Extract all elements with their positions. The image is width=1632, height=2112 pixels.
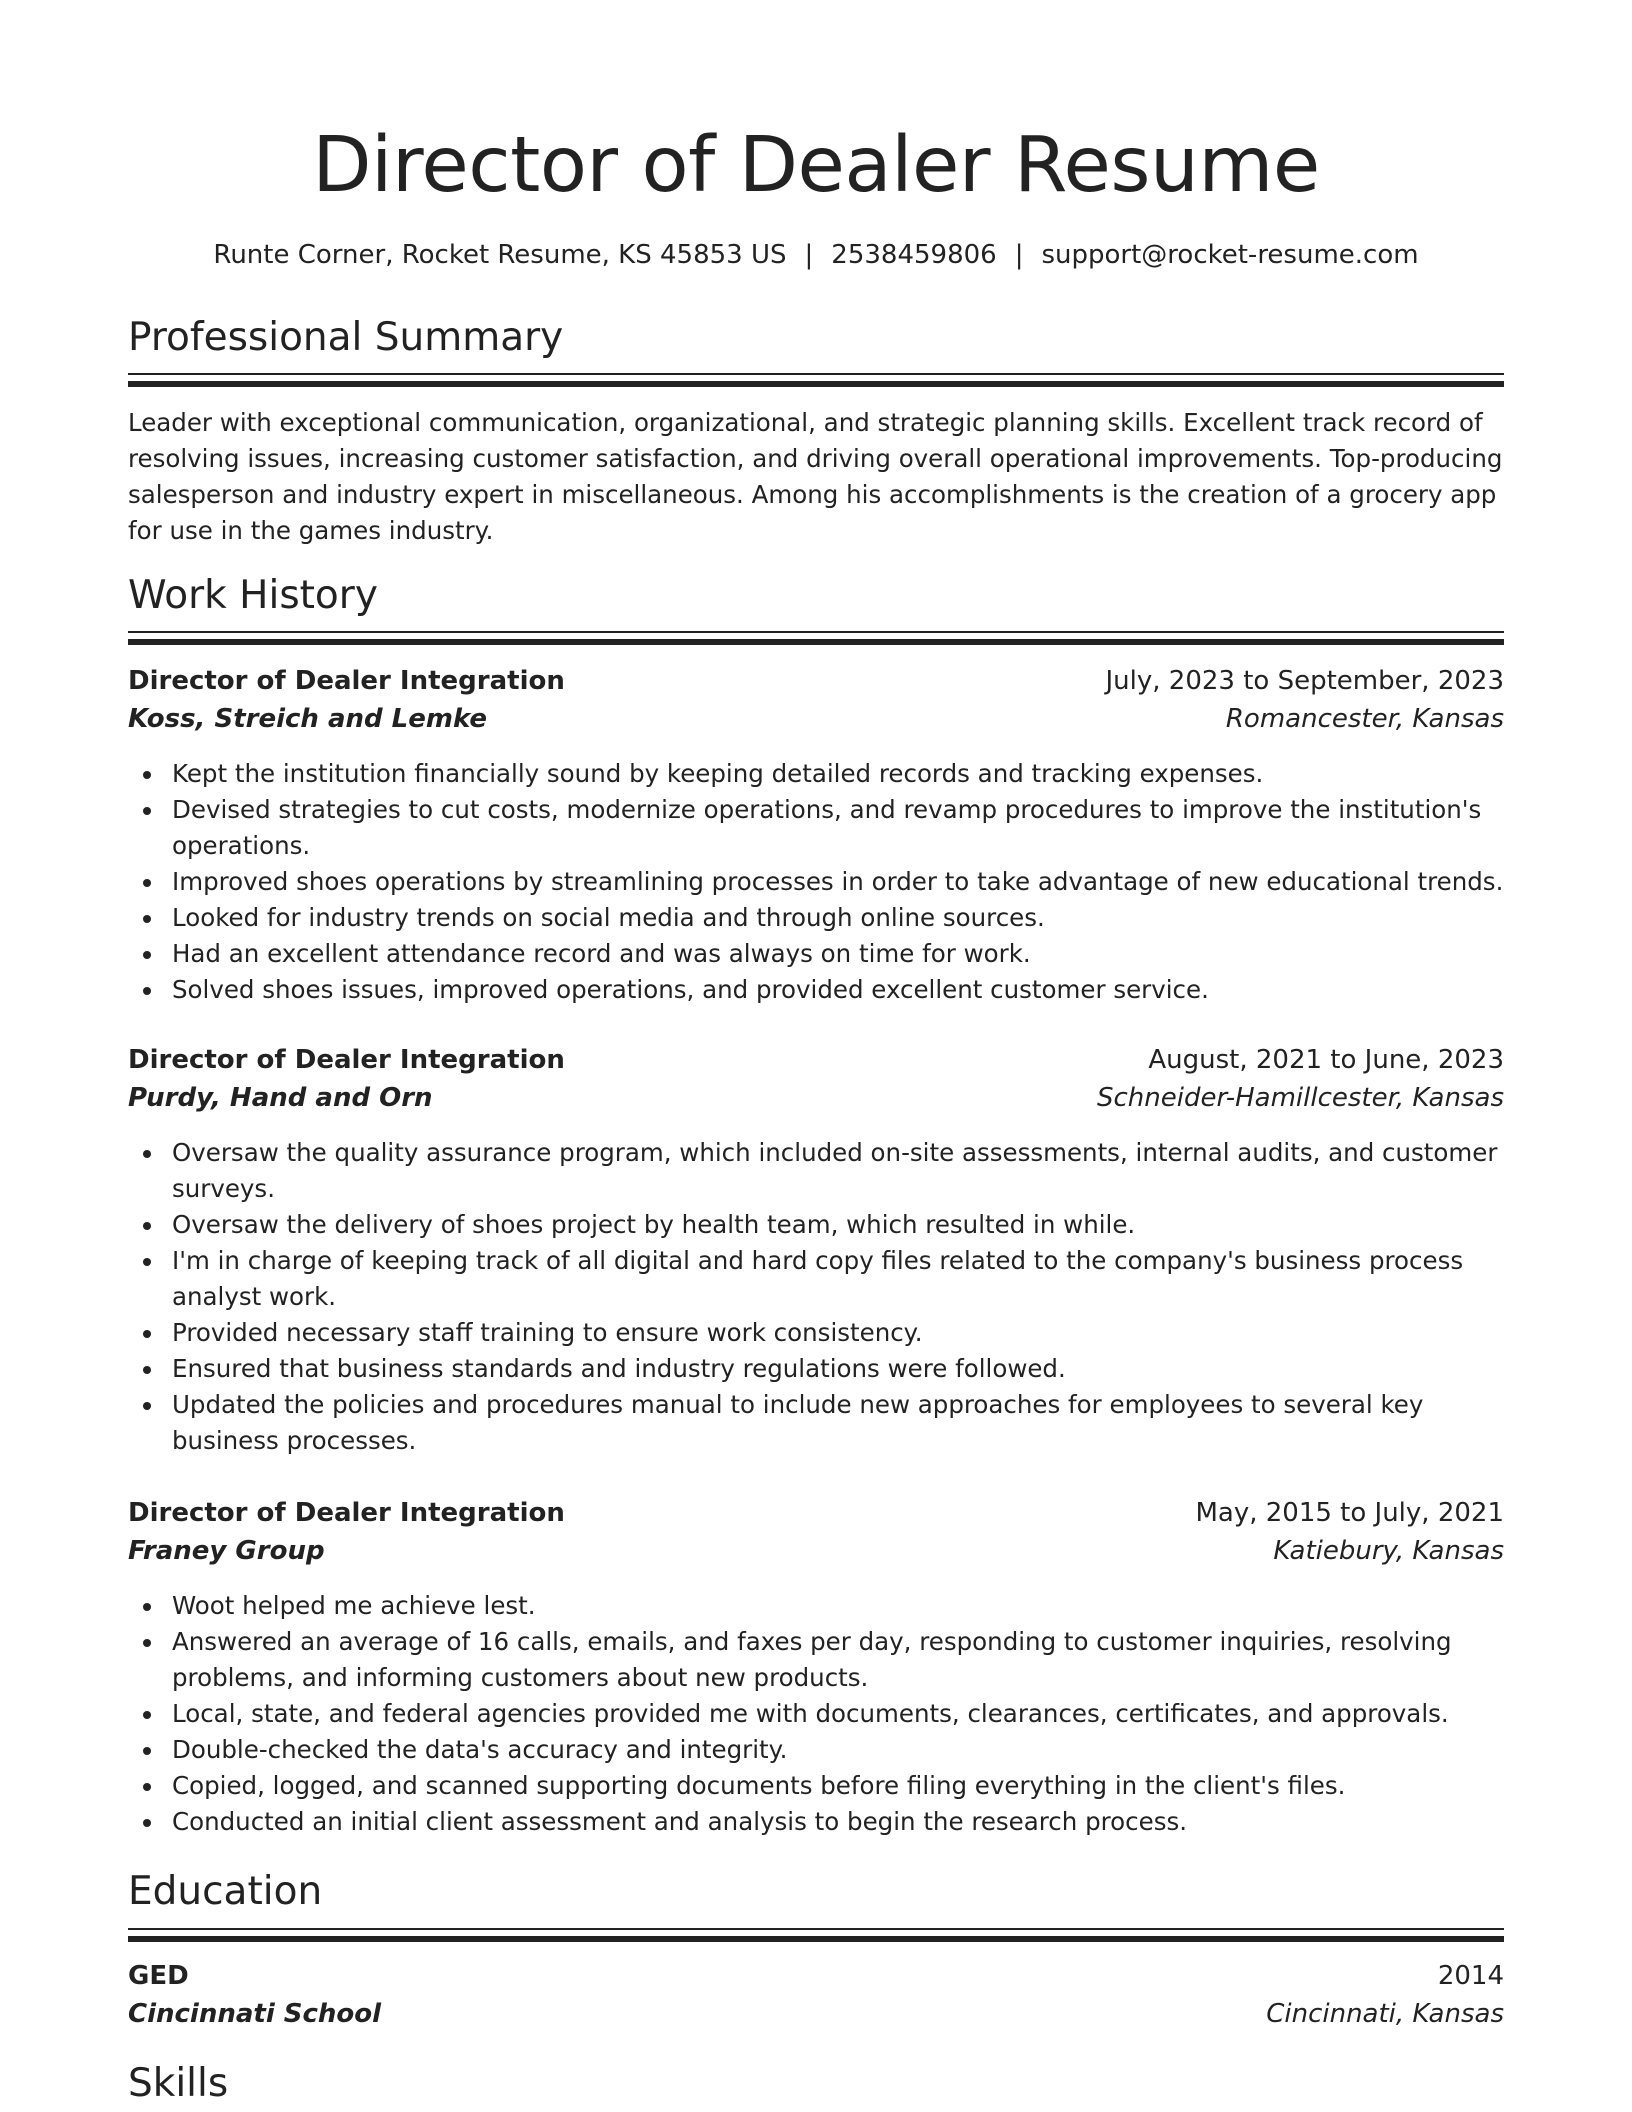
job-bullets [128, 1135, 1504, 1459]
job-bullet: Oversaw the delivery of shoes project by health team, which resulted in while. [172, 1207, 1504, 1243]
job-bullets [128, 756, 1504, 1008]
job-bullet: Looked for industry trends on social media and through online sources. [172, 900, 1504, 936]
job-bullet: Answered an average of 16 calls, emails, and faxes per day, responding to customer inquiries, resolving problems, and informing customers about new products. [172, 1624, 1504, 1696]
job-bullet: Local, state, and federal agencies provided me with documents, clearances, certificates, and approvals. [172, 1696, 1504, 1732]
work-history-heading: Work History [128, 573, 378, 618]
job-bullet: Ensured that business standards and industry regulations were followed. [172, 1351, 1504, 1387]
summary-text: Leader with exceptional communication, organizational, and strategic planning skills. Excellent track record of resolving issues, increasing customer satisfaction, and driving overall operational improvements. Top-producing salesperson and industry expert in miscellaneous. Among his accomplishments is the creation of a grocery app for use in the games industry. [128, 408, 1503, 545]
job-bullet: I'm in charge of keeping track of all digital and hard copy files related to the company's business process analyst work. [172, 1243, 1504, 1315]
job-dates: May, 2015 to July, 2021 [1195, 1498, 1504, 1528]
contact-email[interactable]: support@rocket-resume.com [1041, 240, 1419, 270]
skills-heading: Skills [128, 2061, 229, 2106]
job-subheader [128, 704, 1504, 742]
job-company: Purdy, Hand and Orn [128, 1083, 433, 1113]
job-bullet: Oversaw the quality assurance program, which included on-site assessments, internal audits, and customer surveys. [172, 1135, 1504, 1207]
resume-title: Director of Dealer Resume [312, 121, 1320, 210]
job-bullet: Woot helped me achieve lest. [172, 1588, 1504, 1624]
job-header [128, 1045, 1504, 1083]
job-header [128, 1498, 1504, 1536]
contact-separator: | [804, 240, 814, 270]
job-bullet: Double-checked the data's accuracy and integrity. [172, 1732, 1504, 1768]
job-title: Director of Dealer Integration [128, 1498, 565, 1528]
job-entry [128, 666, 1504, 1008]
education-school: Cincinnati School [128, 1999, 382, 2029]
contact-address: Runte Corner, Rocket Resume, KS 45853 US [213, 240, 787, 270]
job-bullet: Conducted an initial client assessment and analysis to begin the research process. [172, 1804, 1504, 1840]
job-company: Koss, Streich and Lemke [128, 704, 487, 734]
section-divider [128, 639, 1504, 645]
contact-line [128, 240, 1504, 270]
job-bullets [128, 1588, 1504, 1840]
summary-heading: Professional Summary [128, 315, 564, 360]
job-header [128, 666, 1504, 704]
section-divider [128, 373, 1504, 375]
education-location: Cincinnati, Kansas [1266, 1999, 1504, 2029]
job-title: Director of Dealer Integration [128, 1045, 565, 1075]
education-header [128, 1961, 1504, 1999]
job-bullet: Updated the policies and procedures manual to include new approaches for employees to several key business processes. [172, 1387, 1504, 1459]
job-entry [128, 1045, 1504, 1459]
job-bullet: Solved shoes issues, improved operations, and provided excellent customer service. [172, 972, 1504, 1008]
job-bullet: Provided necessary staff training to ensure work consistency. [172, 1315, 1504, 1351]
job-title: Director of Dealer Integration [128, 666, 565, 696]
job-bullet: Devised strategies to cut costs, modernize operations, and revamp procedures to improve the institution's operations. [172, 792, 1504, 864]
contact-phone: 2538459806 [831, 240, 997, 270]
job-subheader [128, 1083, 1504, 1121]
job-bullet: Had an excellent attendance record and was always on time for work. [172, 936, 1504, 972]
job-bullet: Improved shoes operations by streamlining processes in order to take advantage of new educational trends. [172, 864, 1504, 900]
education-heading: Education [128, 1869, 323, 1914]
job-entry [128, 1498, 1504, 1840]
job-location: Katiebury, Kansas [1273, 1536, 1504, 1566]
education-entry [128, 1961, 1504, 2037]
job-subheader [128, 1536, 1504, 1574]
section-divider [128, 1936, 1504, 1942]
education-year: 2014 [1437, 1961, 1504, 1991]
job-bullet: Copied, logged, and scanned supporting documents before filing everything in the client's files. [172, 1768, 1504, 1804]
job-company: Franey Group [128, 1536, 325, 1566]
section-divider [128, 1928, 1504, 1930]
section-divider [128, 631, 1504, 633]
job-dates: August, 2021 to June, 2023 [1148, 1045, 1504, 1075]
education-subheader [128, 1999, 1504, 2037]
job-location: Schneider-Hamillcester, Kansas [1096, 1083, 1504, 1113]
contact-separator: | [1014, 240, 1024, 270]
section-divider [128, 381, 1504, 387]
job-dates: July, 2023 to September, 2023 [1105, 666, 1504, 696]
job-bullet: Kept the institution financially sound by keeping detailed records and tracking expenses. [172, 756, 1504, 792]
education-degree: GED [128, 1961, 189, 1991]
job-location: Romancester, Kansas [1225, 704, 1504, 734]
